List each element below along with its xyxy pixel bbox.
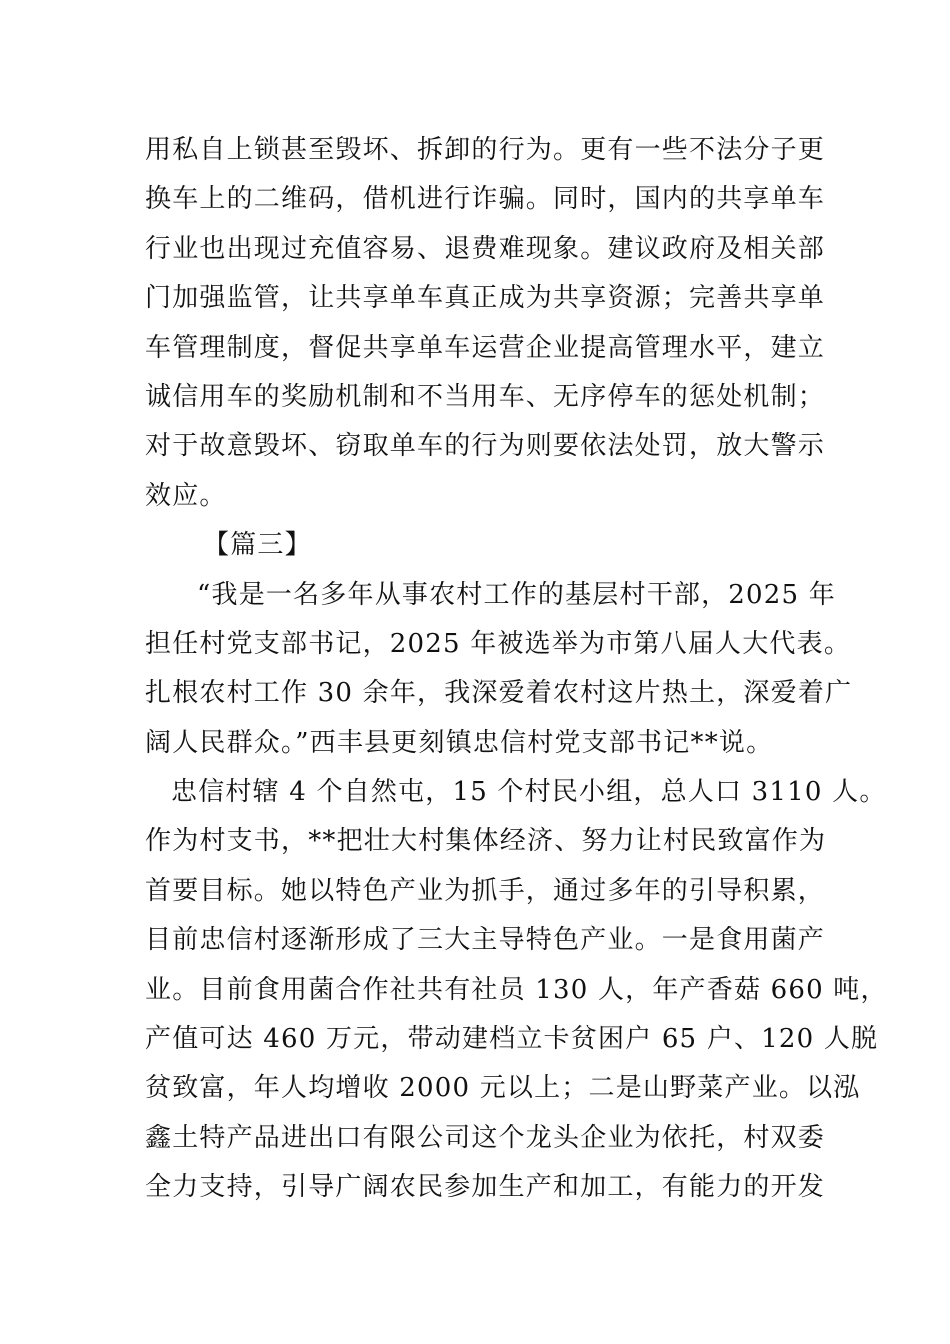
paragraph-village-cadre-quote bbox=[145, 571, 853, 769]
text-line: 贫致富，年人均增收 2000 元以上；二是山野菜产业。以泓 bbox=[145, 1073, 861, 1104]
text-line: 阔人民群众。”西丰县更刻镇忠信村党支部书记**说。 bbox=[145, 727, 774, 758]
text-line: 作为村支书，**把壮大村集体经济、努力让村民致富作为 bbox=[145, 826, 827, 857]
text-line: 效应。 bbox=[145, 480, 227, 511]
text-line: 担任村党支部书记，2025 年被选举为市第八届人大代表。 bbox=[145, 628, 852, 659]
text-line: “我是一名多年从事农村工作的基层村干部，2025 年 bbox=[197, 579, 836, 610]
text-line: 鑫土特产品进出口有限公司这个龙头企业为依托，村双委 bbox=[145, 1122, 826, 1153]
text-line: 忠信村辖 4 个自然屯，15 个村民小组，总人口 3110 人。 bbox=[171, 777, 887, 808]
text-line: 扎根农村工作 30 余年，我深爱着农村这片热土，深爱着广 bbox=[145, 678, 853, 709]
text-line: 首要目标。她以特色产业为抓手，通过多年的引导积累， bbox=[145, 875, 826, 906]
text-line: 业。目前食用菌合作社共有社员 130 人，年产香菇 660 吨， bbox=[145, 974, 888, 1005]
text-line: 行业也出现过充值容易、退费难现象。建议政府及相关部 bbox=[145, 233, 826, 264]
text-line: 门加强监管，让共享单车真正成为共享资源；完善共享单 bbox=[145, 283, 826, 314]
text-line: 诚信用车的奖励机制和不当用车、无序停车的惩处机制； bbox=[145, 381, 826, 412]
text-line: 用私自上锁甚至毁坏、拆卸的行为。更有一些不法分子更 bbox=[145, 135, 826, 165]
text-line: 对于故意毁坏、窃取单车的行为则要依法处罚，放大警示 bbox=[145, 431, 826, 462]
document-body bbox=[145, 126, 888, 1213]
paragraph-bike-sharing bbox=[145, 126, 825, 521]
paragraph-village-industry bbox=[145, 768, 888, 1213]
text-line: 全力支持，引导广阔农民参加生产和加工，有能力的开发 bbox=[145, 1172, 826, 1203]
text-line: 车管理制度，督促共享单车运营企业提高管理水平，建立 bbox=[145, 332, 826, 363]
section-heading: 【篇三】 bbox=[203, 530, 312, 561]
text-line: 换车上的二维码，借机进行诈骗。同时，国内的共享单车 bbox=[145, 184, 826, 215]
text-line: 产值可达 460 万元，带动建档立卡贫困户 65 户、120 人脱 bbox=[145, 1024, 879, 1055]
text-line: 目前忠信村逐渐形成了三大主导特色产业。一是食用菌产 bbox=[145, 925, 826, 956]
